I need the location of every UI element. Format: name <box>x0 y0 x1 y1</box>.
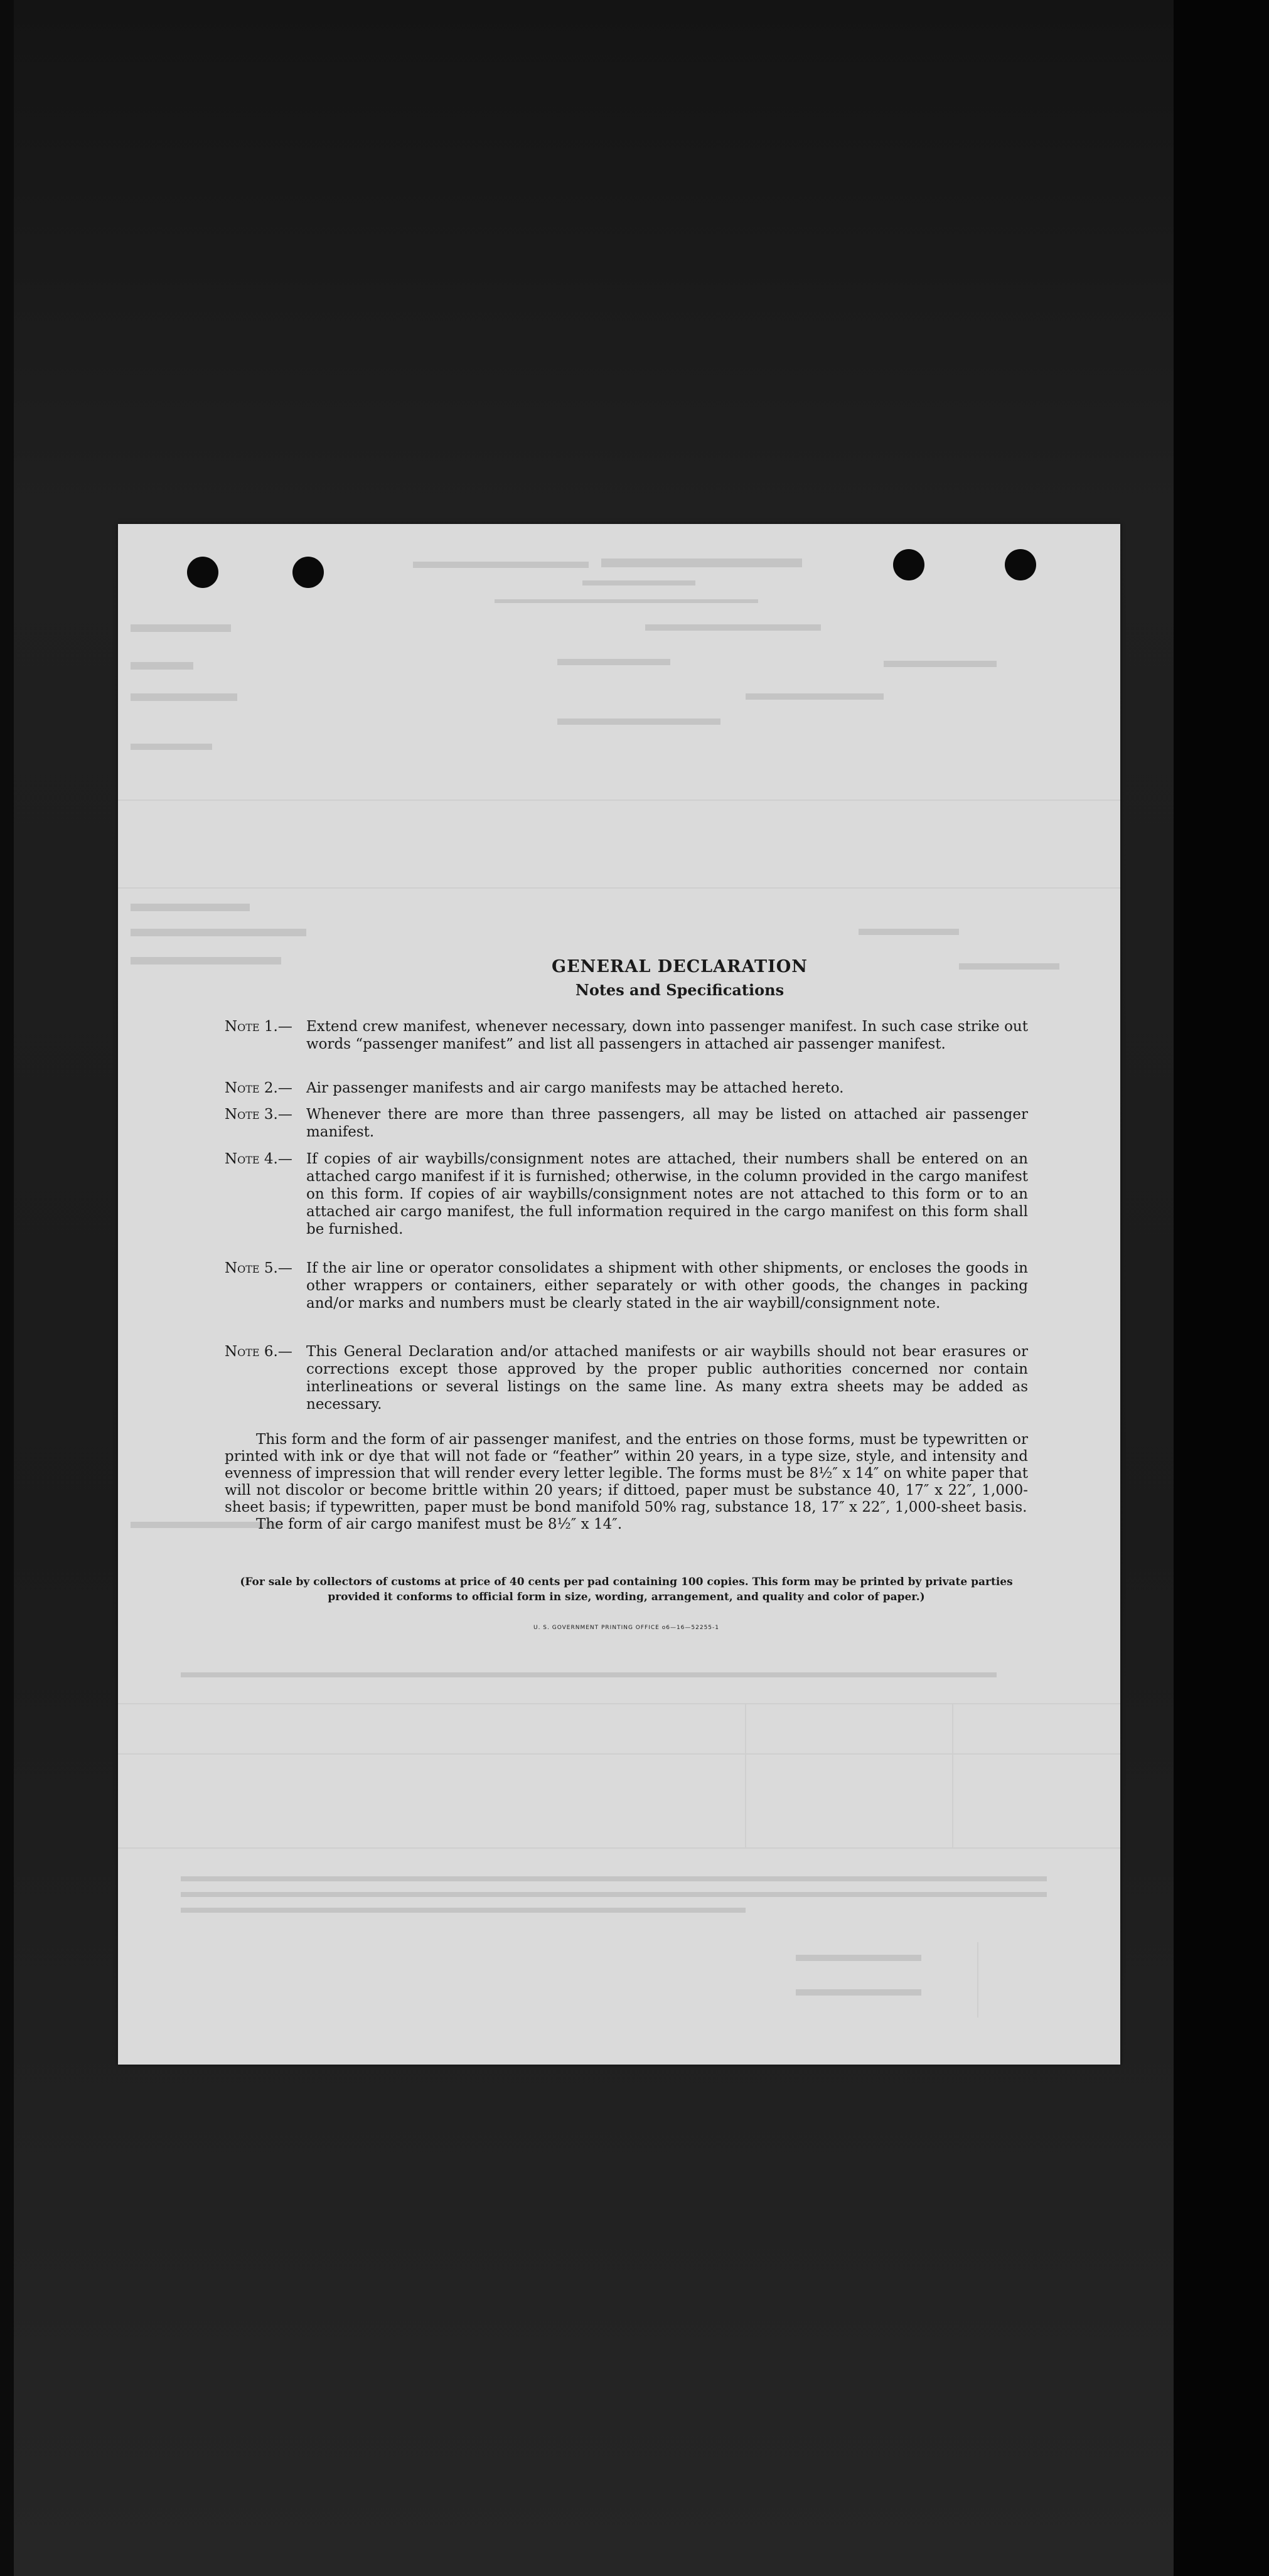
note-label: Note 1.— <box>225 1018 292 1035</box>
note-text: Extend crew manifest, whenever necessary, down into passenger manifest. In such case strike out words “passenger manifest” and list all passengers in attached air passenger manifest. <box>306 1018 1028 1052</box>
page-subtitle: Notes and Specifications <box>575 981 784 999</box>
note-label: Note 6.— <box>225 1344 292 1360</box>
scan-edge-right <box>1174 0 1269 2576</box>
page-title: GENERAL DECLARATION <box>552 957 808 976</box>
sale-notice: (For sale by collectors of customs at price of 40 cents per pad containing 100 copies. This form may be printed by private parties provided it conforms to official form in size, wording, arrangement, and quality and color of paper.) <box>240 1576 1013 1603</box>
note-text: Whenever there are more than three passengers, all may be listed on attached air passenger manifest. <box>306 1106 1028 1140</box>
note-label: Note 5.— <box>225 1260 292 1276</box>
punch-hole-2 <box>292 557 324 588</box>
note-text: Air passenger manifests and air cargo manifests may be attached hereto. <box>306 1080 844 1096</box>
form-page <box>118 524 1120 2065</box>
printer-imprint: U. S. GOVERNMENT PRINTING OFFICE o6—16—52255-1 <box>533 1625 719 1631</box>
note-label: Note 4.— <box>225 1151 292 1167</box>
note-text: If the air line or operator consolidates a shipment with other shipments, or encloses the goods in other wrappers or containers, either separately or with other goods, the changes in packing and/or marks and numbers must be clearly stated in the air waybill/consignment note. <box>306 1260 1028 1312</box>
note-label: Note 2.— <box>225 1080 292 1096</box>
cargo-manifest-size: The form of air cargo manifest must be 8½″ x 14″. <box>256 1516 623 1532</box>
punch-hole-1 <box>187 557 218 588</box>
note-text: If copies of air waybills/consignment notes are attached, their numbers shall be entered on an attached cargo manifest if it is furnished; otherwise, in the column provided in the cargo manifest on this form. If copies of air waybills/consignment notes are not attached to this form or to an attached air cargo manifest, the full information required in the cargo manifest on this form shall be furnished. <box>306 1151 1028 1237</box>
note-text: This General Declaration and/or attached manifests or air waybills should not bear erasures or corrections except those approved by the proper public authorities concerned nor contain interlineations or several listings on the same line. As many extra sheets may be added as necessary. <box>306 1344 1028 1413</box>
scan-edge-left <box>0 0 14 2576</box>
punch-hole-3 <box>893 549 924 580</box>
punch-hole-4 <box>1005 549 1036 580</box>
note-label: Note 3.— <box>225 1106 292 1123</box>
specifications-paragraph: This form and the form of air passenger manifest, and the entries on those forms, must be typewritten or printed with ink or dye that will not fade or “feather” within 20 years, in a type size, style, and intensity and evenness of impression that will render every letter legible. The forms must be 8½″ x 14″ on white paper that will not discolor or become brittle within 20 years; if dittoed, paper must be substance 40, 17″ x 22″, 1,000-sheet basis; if typewritten, paper must be bond manifold 50% rag, substance 18, 17″ x 22″, 1,000-sheet basis. <box>225 1431 1028 1515</box>
